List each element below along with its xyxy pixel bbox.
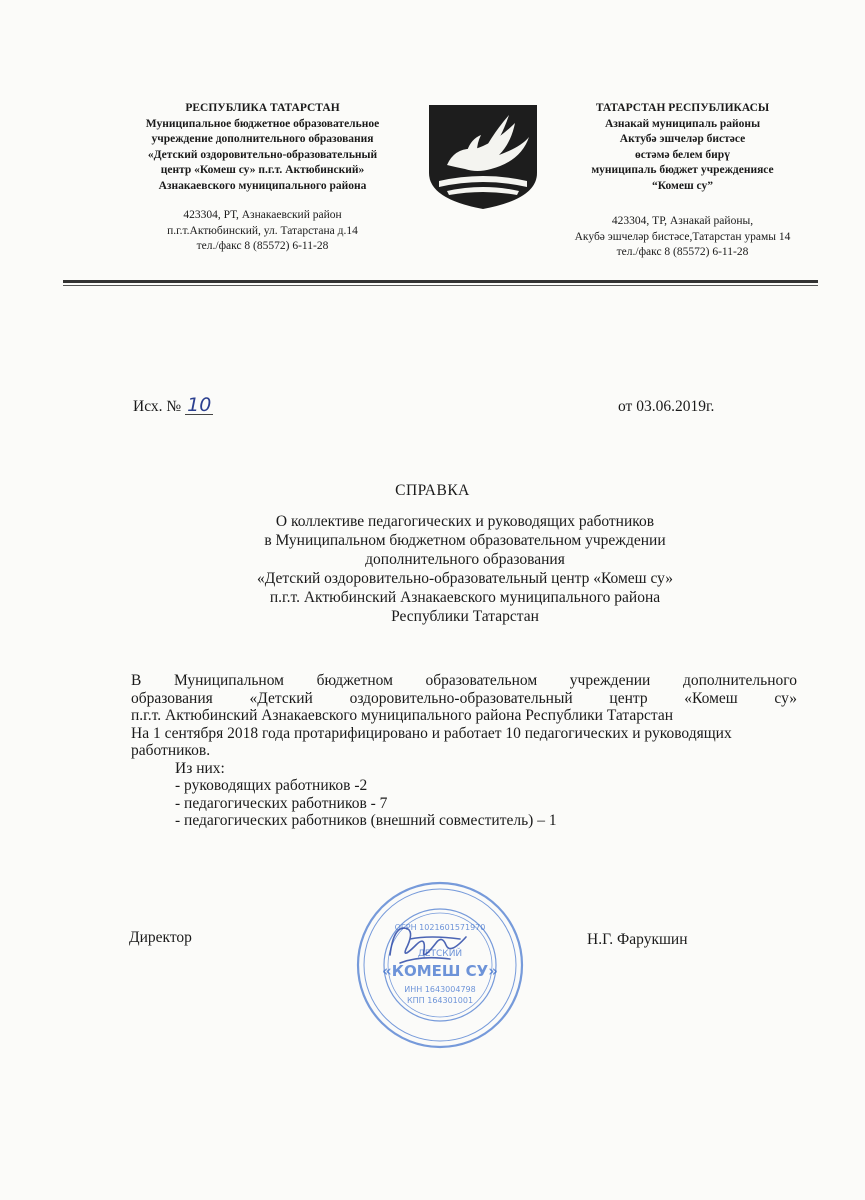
list-item: - руководящих работников -2 xyxy=(175,777,368,794)
emblem-bird-logo xyxy=(425,103,541,211)
header-right-address-line: Акубә эшчеләр бистәсе,Татарстан урамы 14 xyxy=(574,230,791,243)
body-line: В Муниципальном бюджетном образовательном учреждении дополнительного xyxy=(131,672,797,689)
outgoing-number-value: 10 xyxy=(187,394,212,416)
header-left-address-line: 423304, РТ, Азнакаевский район xyxy=(183,209,342,221)
header-left-org-line: учреждение дополнительного образования xyxy=(151,133,374,145)
header-right xyxy=(550,101,815,261)
list-item: - педагогических работников - 7 xyxy=(175,794,388,812)
list-item: - педагогических работников (внешний совместитель) – 1 xyxy=(175,812,557,829)
header-right-org xyxy=(550,117,815,195)
subtitle-line: в Муниципальном бюджетном образовательном учреждении xyxy=(264,532,666,549)
header-left-address-line: п.г.т.Актюбинский, ул. Татарстана д.14 xyxy=(167,224,358,237)
header-right-country: ТАТАРСТАН РЕСПУБЛИКАСЫ xyxy=(595,102,770,114)
header-left-address-line: тел./факс 8 (85572) 6-11-28 xyxy=(196,240,329,252)
header-right-org-line: Азнакай муниципаль районы xyxy=(604,117,761,130)
header-left-org-line: «Детский оздоровительно-образовательный xyxy=(147,148,378,161)
header-right-address xyxy=(550,214,815,261)
body-line: образования «Детский оздоровительно-образовательный центр «Комеш су» xyxy=(131,689,797,707)
document-subtitle xyxy=(180,512,750,626)
header-divider xyxy=(63,280,818,283)
signature-role: Директор xyxy=(129,929,192,946)
header-divider-thin xyxy=(63,285,818,286)
header-right-address-line: тел./факс 8 (85572) 6-11-28 xyxy=(616,246,749,258)
subtitle-line: Республики Татарстан xyxy=(391,608,539,625)
stamp-ogrn: ОГРН 1021601571970 xyxy=(394,923,486,932)
signature-name: Н.Г. Фарукшин xyxy=(587,931,688,948)
header-left-address xyxy=(100,208,425,255)
document-title: СПРАВКА xyxy=(395,482,470,499)
stamp-center-name: «КОМЕШ СУ» xyxy=(382,962,498,980)
header-left-org-line: Азнакаевского муниципального района xyxy=(158,179,367,192)
header-left-org xyxy=(100,117,425,195)
header-right-org-line: муниципаль бюджет учреждениясе xyxy=(591,164,774,176)
header-right-org-line: “Комеш су” xyxy=(651,179,714,192)
stamp-center-line: ДЕТСКИЙ xyxy=(417,949,463,959)
header-right-org-line: өстәмә белем бирү xyxy=(635,148,730,161)
handwritten-signature xyxy=(380,915,480,975)
subtitle-line: «Детский оздоровительно-образовательный центр «Комеш су» xyxy=(256,570,674,587)
stamp-inn: ИНН 1643004798 xyxy=(404,985,476,994)
body-line: работников. xyxy=(131,742,211,759)
header-left-org-line: центр «Комеш су» п.г.т. Актюбинский» xyxy=(160,164,365,176)
body-line: п.г.т. Актюбинский Азнакаевского муниципального района Республики Татарстан xyxy=(131,707,674,724)
subtitle-line: п.г.т. Актюбинский Азнакаевского муниципального района xyxy=(269,589,661,606)
outgoing-number-label: Исх. № xyxy=(133,398,182,415)
body-line: На 1 сентября 2018 года протарифицировано и работает 10 педагогических и руководящих xyxy=(131,724,732,742)
header-right-org-line: Актубә эшчеләр бистәсе xyxy=(619,133,746,145)
body-of-them: Из них: xyxy=(175,759,225,777)
header-left xyxy=(100,101,425,255)
stamp-kpp: КПП 164301001 xyxy=(406,996,474,1005)
outgoing-number xyxy=(133,396,213,416)
subtitle-line: О коллективе педагогических и руководящих работников xyxy=(275,513,655,530)
header-left-org-line: Муниципальное бюджетное образовательное xyxy=(145,117,380,130)
document-date: от 03.06.2019г. xyxy=(618,398,715,415)
document-body xyxy=(131,672,797,830)
header-right-address-line: 423304, ТР, Азнакай районы, xyxy=(611,215,754,227)
subtitle-line: дополнительного образования xyxy=(365,551,565,568)
header-left-country: РЕСПУБЛИКА ТАТАРСТАН xyxy=(185,102,340,114)
